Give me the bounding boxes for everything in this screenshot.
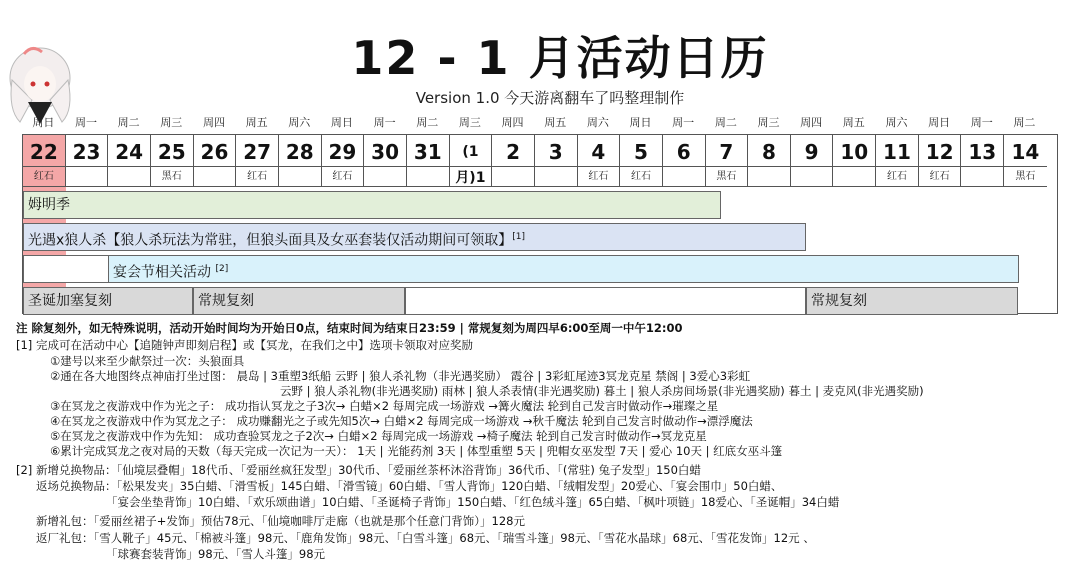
date-cell <box>279 135 322 187</box>
weekday-label: 周五 <box>544 116 567 129</box>
date-cell <box>1004 135 1047 187</box>
note-2-line3: 新增礼包：「爱丽丝裙子+发饰」预估78元、「仙境咖啡厅走廊（也就是那个任意门背饰）」128元 <box>36 514 525 528</box>
event-bar-regular2 <box>806 287 1018 315</box>
shard-label: 黑石 <box>1004 166 1047 186</box>
note-2-line2: 「宴会坐垫背饰」10白蜡、「欢乐颂曲谱」10白蜡、「圣诞椅子背饰」150白蜡、「红色绒斗篷」65白蜡、「枫叶项链」18爱心、「圣诞帽」34白蜡 <box>106 495 840 509</box>
shard-label <box>407 166 449 186</box>
avatar <box>2 40 80 124</box>
date-cell <box>108 135 151 187</box>
weekday-label: 周三 <box>458 116 481 129</box>
date-number: 28 <box>285 140 314 164</box>
shard-label <box>194 166 236 186</box>
date-cell <box>919 135 962 187</box>
note-1-item4: ④在冥龙之夜游戏中作为冥龙之子： 成功赚翻光之子或先知5次→ 白蜡×2 每周完成一场游戏 →秋千魔法 轮到自己发言时做动作→漂浮魔法 <box>50 414 753 428</box>
weekday-label: 周五 <box>245 116 268 129</box>
event-bar-christmas <box>23 287 193 315</box>
date-number: 27 <box>243 140 272 164</box>
weekday-label: 周一 <box>74 116 97 129</box>
date-cell <box>492 135 535 187</box>
note-1-item6: ⑥累计完成冥龙之夜对局的天数（每天完成一次记为一天）： 1天 | 光能药剂 3天 | 体型重塑 5天 | 兜帽女巫发型 7天 | 爱心 10天 | 红底女巫斗篷 <box>50 444 783 458</box>
shard-label <box>492 166 534 186</box>
date-number: 14 <box>1011 140 1040 164</box>
date-number: 8 <box>762 140 776 164</box>
date-row <box>23 135 1057 187</box>
date-number: 29 <box>328 140 357 164</box>
date-cell <box>194 135 237 187</box>
shard-label: 红石 <box>578 166 620 186</box>
weekday-label: 周二 <box>714 116 737 129</box>
date-number: 10 <box>840 140 869 164</box>
date-number: 5 <box>634 140 648 164</box>
weekday-label: 周四 <box>501 116 524 129</box>
event-bar-werewolf <box>23 223 806 251</box>
weekday-label: 周六 <box>885 116 908 129</box>
weekday-label: 周一 <box>373 116 396 129</box>
note-2-line5: 「球赛套装背饰」98元、「雪人斗篷」98元 <box>106 547 326 561</box>
date-cell <box>151 135 194 187</box>
page-title: 12 - 1 月活动日历 <box>351 31 769 85</box>
event-bar-blank <box>23 255 108 283</box>
note-2-line4: 返厂礼包：「雪人靴子」45元、「棉被斗篷」98元、「鹿角发饰」98元、「白雪斗篷」68元、「瑞雪斗篷」98元、「雪花水晶球」68元、「雪花发饰」12元 、 <box>36 531 815 545</box>
weekday-label: 周一 <box>970 116 993 129</box>
weekday-label: 周六 <box>586 116 609 129</box>
event-ref-werewolf: [1] <box>512 232 526 242</box>
note-1-item2b: 云野 | 狼人杀礼物(非光遇奖励) 雨林 | 狼人杀表情(非光遇奖励) 暮土 | 狼人杀房间场景(非光遇奖励) 暮土 | 麦克风(非光遇奖励) <box>280 384 924 398</box>
event-bar-banquet <box>108 255 1019 283</box>
event-label-christmas: 圣诞加塞复刻 <box>28 293 112 309</box>
shard-label: 黑石 <box>706 166 748 186</box>
shard-label <box>791 166 833 186</box>
weekday-label: 周五 <box>842 116 865 129</box>
date-number: 25 <box>157 140 186 164</box>
shard-label <box>961 166 1003 186</box>
shard-label <box>364 166 406 186</box>
event-label-werewolf: 光遇x狼人杀【狼人杀玩法为常驻，但狼头面具及女巫套装仅活动期间可领取】 <box>28 232 513 249</box>
note-2: [2] 新增兑换物品：「仙境层叠帽」18代币、「爱丽丝疯狂发型」30代币、「爱丽丝茶杯沐浴背饰」36代币、「(常驻) 兔子发型」150白蜡 <box>16 463 701 477</box>
date-cell <box>450 135 493 187</box>
date-cell <box>833 135 876 187</box>
calendar-grid <box>22 134 1058 314</box>
date-cell <box>236 135 279 187</box>
date-cell <box>322 135 365 187</box>
weekday-label: 周四 <box>202 116 225 129</box>
event-bar-gap <box>405 287 806 315</box>
shard-label: 红石 <box>919 166 961 186</box>
note-1-item3: ③在冥龙之夜游戏中作为光之子： 成功指认冥龙之子3次→ 白蜡×2 每周完成一场游戏 →篝火魔法 轮到自己发言时做动作→璀璨之星 <box>50 399 719 413</box>
date-number: 30 <box>371 140 399 164</box>
date-cell <box>791 135 834 187</box>
event-label-regular2: 常规复刻 <box>811 293 867 309</box>
date-cell <box>876 135 919 187</box>
date-number: 22 <box>29 140 58 164</box>
weekday-label: 周三 <box>160 116 183 129</box>
shard-label: 红石 <box>322 166 364 186</box>
weekday-label: 周日 <box>928 116 951 129</box>
date-number: 11 <box>883 140 911 164</box>
shard-label <box>663 166 705 186</box>
date-number: 26 <box>200 140 229 164</box>
date-cell <box>620 135 663 187</box>
date-cell <box>663 135 706 187</box>
weekday-header <box>22 113 1058 133</box>
weekday-label: 周二 <box>416 116 439 129</box>
date-number: (1月)1 <box>455 144 486 186</box>
date-number: 6 <box>676 140 691 164</box>
date-number: 24 <box>115 140 144 164</box>
event-label-season: 姆明季 <box>28 197 70 213</box>
shard-label: 红石 <box>876 166 918 186</box>
date-cell <box>66 135 109 187</box>
weekday-label: 周二 <box>1013 116 1036 129</box>
date-cell <box>535 135 578 187</box>
date-number: 7 <box>719 140 734 164</box>
note-1-item5: ⑤在冥龙之夜游戏中作为先知： 成功查验冥龙之子2次→ 白蜡×2 每周完成一场游戏 →椅子魔法 轮到自己发言时做动作→冥龙克星 <box>50 429 707 443</box>
shard-label: 红石 <box>23 166 65 186</box>
date-cell <box>364 135 407 187</box>
date-number: 4 <box>591 140 606 164</box>
event-ref-banquet: [2] <box>215 264 229 274</box>
shard-label: 黑石 <box>151 166 193 186</box>
date-cell <box>407 135 450 187</box>
weekday-label: 周六 <box>288 116 311 129</box>
event-label-regular1: 常规复刻 <box>198 293 254 309</box>
page-subtitle: Version 1.0 今天游离翻车了吗整理制作 <box>415 89 685 107</box>
weekday-label: 周一 <box>672 116 695 129</box>
weekday-label: 周日 <box>32 116 55 129</box>
note-general: 注 除复刻外，如无特殊说明，活动开始时间均为开始日0点，结束时间为结束日23:59 | 常规复刻为周四早6:00至周一中午12:00 <box>16 321 683 335</box>
shard-label <box>748 166 790 186</box>
event-bar-season <box>23 191 721 219</box>
note-2-line1: 返场兑换物品：「松果发夹」35白蜡、「滑雪板」145白蜡、「滑雪镜」60白蜡、「雪人背饰」120白蜡、「绒帽发型」20爱心、「宴会围巾」50白蜡、 <box>36 479 783 493</box>
note-1-item2a: ②通在各大地图终点神庙打坐过图： 晨岛 | 3重塑3纸船 云野 | 狼人杀礼物（非光遇奖励） 霞谷 | 3彩虹尾迹3冥龙克星 禁阁 | 3爱心3彩虹 <box>50 369 751 383</box>
event-bar-regular1 <box>193 287 405 315</box>
shard-label <box>535 166 577 186</box>
date-number: 13 <box>968 140 997 164</box>
note-1: [1] 完成可在活动中心【追随钟声即刻启程】或【冥龙，在我们之中】选项卡领取对应奖励 <box>16 338 473 352</box>
shard-label <box>66 166 108 186</box>
weekday-label: 周日 <box>330 116 353 129</box>
weekday-label: 周四 <box>800 116 823 129</box>
weekday-label: 周三 <box>757 116 780 129</box>
date-cell <box>23 135 66 187</box>
note-1-item1: ①建号以来至少献祭过一次：头狼面具 <box>50 354 245 368</box>
event-label-banquet: 宴会节相关活动 <box>113 264 211 281</box>
date-cell <box>748 135 791 187</box>
shard-label <box>833 166 875 186</box>
date-cell <box>578 135 621 187</box>
date-number: 2 <box>506 140 520 164</box>
date-number: 31 <box>413 140 442 164</box>
date-cell <box>706 135 749 187</box>
shard-label: 红石 <box>620 166 662 186</box>
shard-label <box>108 166 150 186</box>
date-number: 12 <box>925 140 954 164</box>
weekday-label: 周日 <box>629 116 652 129</box>
date-cell <box>961 135 1004 187</box>
shard-label <box>450 166 492 186</box>
shard-label <box>279 166 321 186</box>
weekday-label: 周二 <box>117 116 140 129</box>
date-number: 23 <box>72 140 101 164</box>
date-number: 3 <box>548 140 563 164</box>
shard-label: 红石 <box>236 166 278 186</box>
date-number: 9 <box>804 140 819 164</box>
